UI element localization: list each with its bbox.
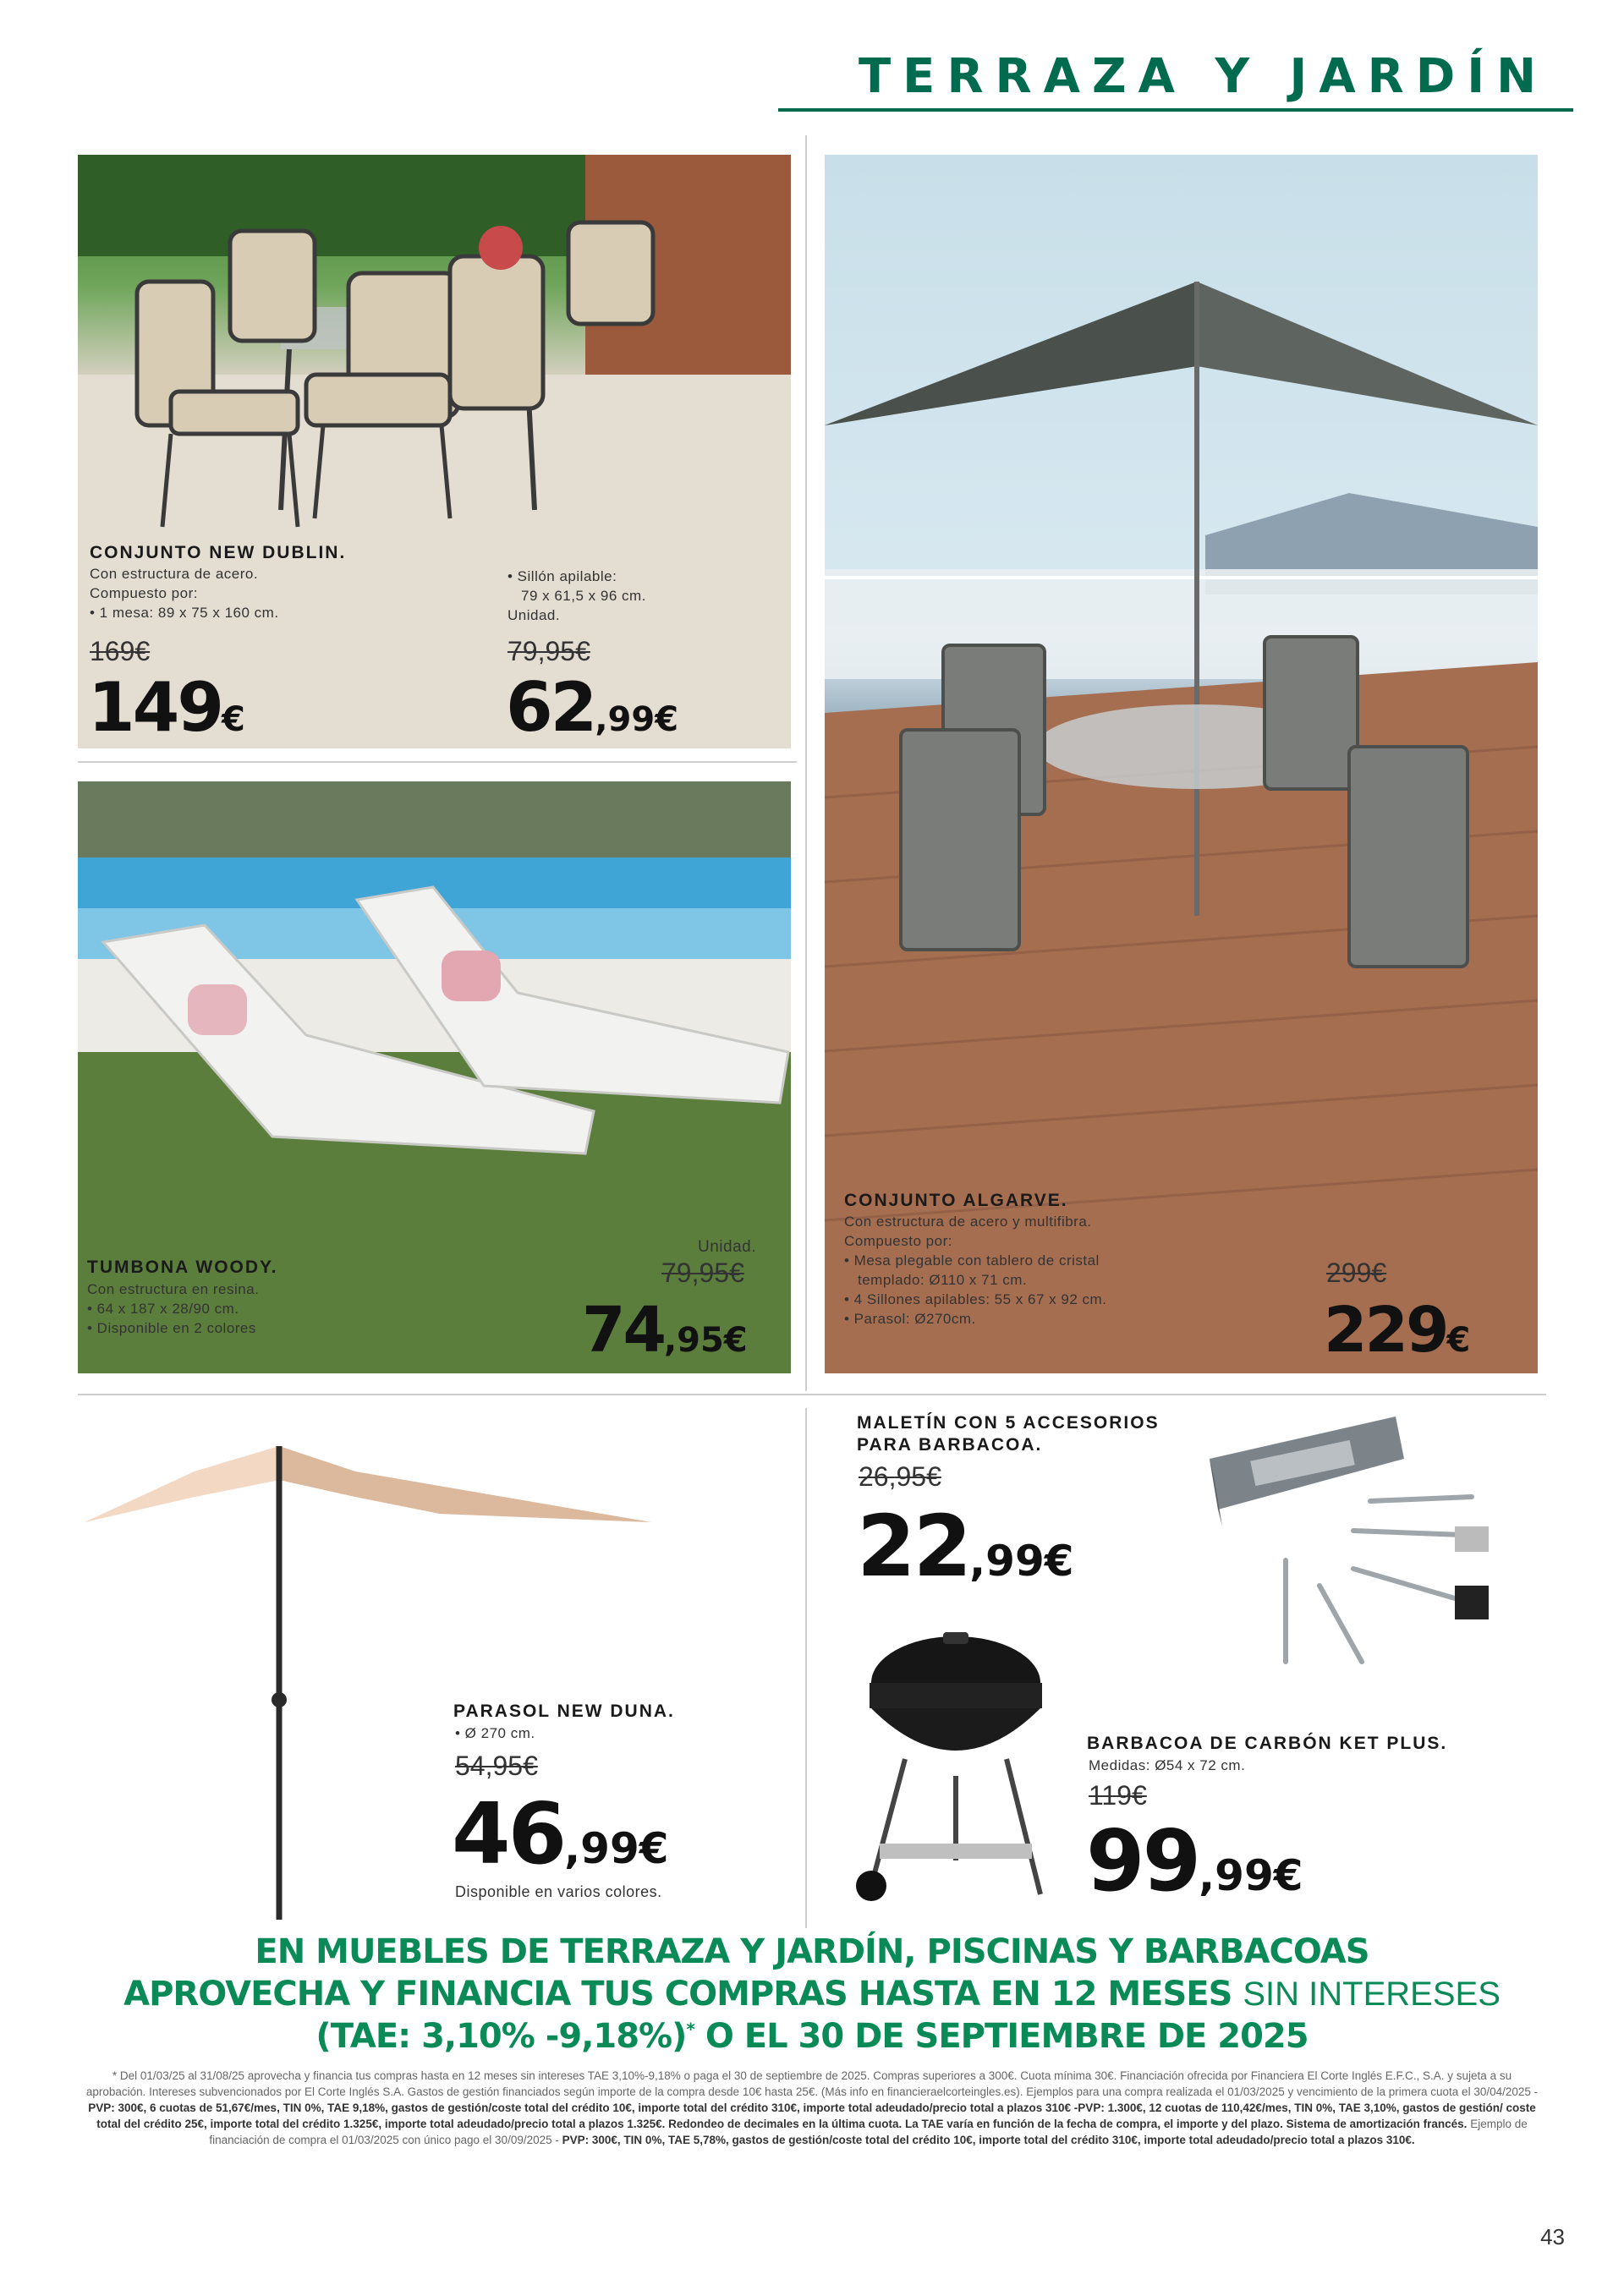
promo-bold: APROVECHA Y FINANCIA TUS COMPRAS HASTA EN 12 MESES bbox=[123, 1975, 1232, 2014]
footnote-marker: * bbox=[686, 2019, 694, 2040]
desc-line: • 64 x 187 x 28/90 cm. bbox=[87, 1301, 239, 1317]
desc-line: • Sillón apilable: bbox=[508, 568, 617, 584]
ket-description: Medidas: Ø54 x 72 cm. bbox=[1089, 1757, 1246, 1773]
price-integer: 149 bbox=[88, 668, 222, 747]
desc-line: • Mesa plegable con tablero de cristal bbox=[844, 1252, 1100, 1269]
legal-part: Ejemplo de financiación de compra el 01/03/2025 con único pago el 30/09/2025 - bbox=[209, 2118, 1528, 2146]
maletin-title bbox=[857, 1412, 1160, 1456]
header-rule bbox=[778, 108, 1573, 112]
ket-price bbox=[1086, 1811, 1303, 1910]
algarve-description bbox=[844, 1212, 1106, 1329]
price-integer: 46 bbox=[452, 1784, 565, 1883]
desc-line: • Disponible en 2 colores bbox=[87, 1320, 256, 1336]
duna-title: PARASOL NEW DUNA. bbox=[453, 1701, 675, 1721]
woody-description bbox=[87, 1280, 259, 1338]
promo-line-2 bbox=[0, 1975, 1624, 2014]
divider bbox=[78, 1394, 1546, 1395]
dublin-photo bbox=[78, 155, 791, 748]
duna-note: Disponible en varios colores. bbox=[455, 1883, 662, 1900]
price-integer: 22 bbox=[857, 1497, 970, 1596]
duna-price bbox=[452, 1784, 669, 1883]
bbq-toolcase-image bbox=[1201, 1408, 1506, 1696]
divider bbox=[78, 761, 797, 763]
legal-text bbox=[85, 2068, 1539, 2148]
maletin-old-price: 26,95€ bbox=[859, 1461, 941, 1492]
price-integer: 229 bbox=[1324, 1294, 1447, 1367]
promo-line-1: EN MUEBLES DE TERRAZA Y JARDÍN, PISCINAS Y BARBACOAS bbox=[255, 1932, 1369, 1971]
algarve-title: CONJUNTO ALGARVE. bbox=[844, 1191, 1068, 1210]
dublin-chair-price bbox=[506, 668, 678, 747]
price-integer: 74 bbox=[582, 1294, 664, 1367]
title-line: PARA BARBACOA. bbox=[857, 1435, 1043, 1455]
algarve-old-price: 299€ bbox=[1326, 1258, 1387, 1288]
desc-line: Compuesto por: bbox=[844, 1233, 952, 1249]
legal-part: PVP: 300€, TIN 0%, TAE 5,78%, gastos de gestión/coste total del crédito 10€, importe total del crédito 310€, importe total adeudado/precio total a plazos 310€. bbox=[562, 2134, 1415, 2146]
price-integer: 62 bbox=[506, 668, 595, 747]
price-decimal: ,99€ bbox=[595, 700, 679, 739]
price-decimal: ,95€ bbox=[663, 1321, 748, 1360]
dublin-chair-old-price: 79,95€ bbox=[508, 636, 590, 666]
price-decimal: ,99€ bbox=[969, 1537, 1074, 1586]
desc-line: 79 x 61,5 x 96 cm. bbox=[521, 588, 646, 604]
dublin-description bbox=[90, 564, 279, 622]
promo-date: O EL 30 DE SEPTIEMBRE DE 2025 bbox=[694, 2017, 1309, 2056]
charcoal-grill-image bbox=[846, 1632, 1066, 1920]
desc-line: Con estructura de acero y multifibra. bbox=[844, 1214, 1092, 1230]
woody-title: TUMBONA WOODY. bbox=[87, 1258, 278, 1277]
desc-line: • 1 mesa: 89 x 75 x 160 cm. bbox=[90, 605, 279, 621]
maletin-price bbox=[857, 1497, 1074, 1596]
duna-description: • Ø 270 cm. bbox=[455, 1725, 535, 1741]
desc-line: Compuesto por: bbox=[90, 585, 198, 601]
dublin-title: CONJUNTO NEW DUBLIN. bbox=[90, 543, 347, 562]
desc-line: templado: Ø110 x 71 cm. bbox=[858, 1272, 1028, 1288]
algarve-price bbox=[1324, 1294, 1470, 1367]
woody-price bbox=[582, 1294, 748, 1367]
ket-old-price: 119€ bbox=[1089, 1780, 1147, 1811]
woody-old-price: 79,95€ bbox=[661, 1258, 744, 1288]
duna-old-price: 54,95€ bbox=[455, 1751, 538, 1781]
garden-dining-set-image bbox=[78, 155, 791, 748]
promo-thin: SIN INTERESES bbox=[1243, 1975, 1501, 2013]
promo-tae: (TAE: 3,10% -9,18%) bbox=[315, 2017, 687, 2056]
promo-line-3 bbox=[0, 2017, 1624, 2056]
woody-unit: Unidad. bbox=[698, 1238, 756, 1256]
dublin-old-price: 169€ bbox=[90, 636, 151, 666]
desc-line: Unidad. bbox=[508, 607, 561, 623]
desc-line: • 4 Sillones apilables: 55 x 67 x 92 cm. bbox=[844, 1291, 1107, 1307]
price-decimal: € bbox=[1446, 1321, 1471, 1360]
legal-part: PVP: 300€, 6 cuotas de 51,67€/mes, TIN 0%, TAE 9,18%, gastos de gestión/coste total del crédito 10€, importe total del crédito 310€, importe total adeudado/precio total a plazos 310€ -PVP: 1.300€, 12 cuotas de 110,42€/mes, TIN 0%, TAE 3,10%, gastos de gestión/ coste total del crédito 25€, importe total del crédito 1.325€, importe total adeudado/precio total a plazos 1.325€. Redondeo de decimales en la última cuota. La TAE varía en función de la fecha de compra, el importe y del plazo. Sistema de amortización francés. bbox=[88, 2101, 1536, 2130]
page-number: 43 bbox=[1540, 2224, 1565, 2249]
desc-line: • Parasol: Ø270cm. bbox=[844, 1311, 976, 1327]
dublin-chair-description bbox=[508, 567, 646, 625]
desc-line: Con estructura de acero. bbox=[90, 566, 259, 582]
ket-title: BARBACOA DE CARBÓN KET PLUS. bbox=[1087, 1734, 1448, 1753]
divider bbox=[805, 1408, 807, 1928]
legal-part: * Del 01/03/25 al 31/08/25 aprovecha y financia tus compras hasta en 12 meses sin intereses TAE 3,10%-9,18% o paga el 30 de septiembre de 2025. Compras superiores a 300€. Cuota mínima 30€. Financiación ofrecida por Financiera El Corte Inglés E.F.C., S.A. y sujeta a su aprobación. Intereses subvencionados por El Corte Inglés S.A. Gastos de gestión financiados según importe de la compra desde 10€ hasta 25€. (Más info en financieraelcorteingles.es). Ejemplos para una compra realizada el 01/03/2025 y vencimiento de la primera cuota el 30/04/2025 - bbox=[85, 2069, 1539, 2098]
section-title: TERRAZA Y JARDÍN bbox=[858, 49, 1548, 104]
title-line: MALETÍN CON 5 ACCESORIOS bbox=[857, 1413, 1160, 1433]
price-integer: 99 bbox=[1086, 1811, 1199, 1910]
dublin-price bbox=[88, 668, 245, 747]
price-decimal: ,99€ bbox=[1199, 1851, 1303, 1900]
divider bbox=[805, 135, 807, 1391]
price-decimal: € bbox=[222, 700, 245, 739]
price-decimal: ,99€ bbox=[564, 1824, 669, 1873]
desc-line: Con estructura en resina. bbox=[87, 1281, 260, 1297]
